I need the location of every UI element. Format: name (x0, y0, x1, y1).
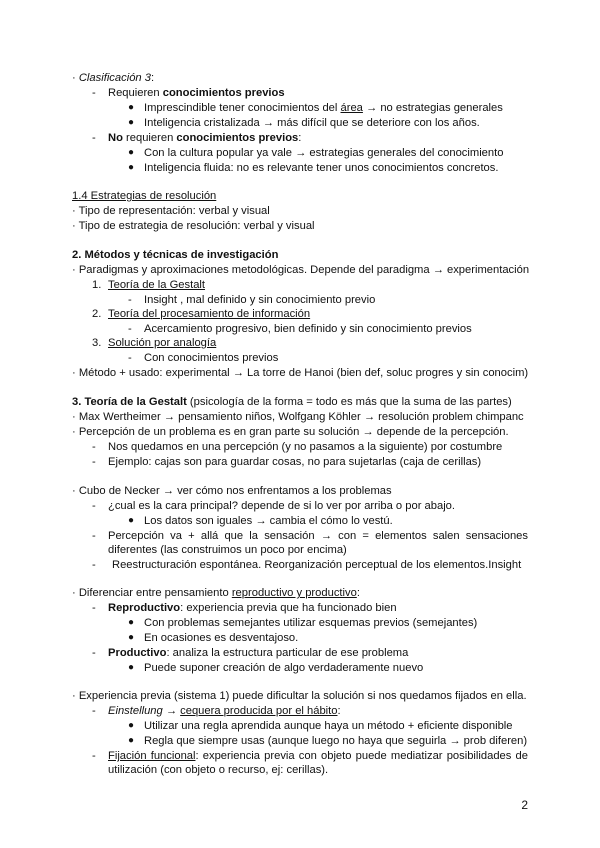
bullet-marker: ● (128, 162, 135, 173)
desventajoso-line: En ocasiones es desventajoso. (144, 632, 299, 644)
bullet-marker: ● (128, 117, 135, 128)
dash-marker: - (92, 559, 96, 571)
teoria-gestalt-item: Teoría de la Gestalt (108, 279, 206, 291)
bullet-marker: ● (128, 735, 135, 746)
list-number: 1. (92, 279, 102, 291)
percepcion-line: · Percepción de un problema es en gran parte su solución → depende de la percepción. (72, 426, 509, 438)
creacion-line: Puede suponer creación de algo verdaderamente nuevo (144, 662, 424, 674)
productivo-line: Productivo: analiza la estructura particular de ese problema (108, 647, 409, 659)
costumbre-line: Nos quedamos en una percepción (y no pasamos a la siguiente) por costumbre (108, 441, 503, 453)
bullet-marker: ● (128, 720, 135, 731)
page-number: 2 (521, 798, 528, 812)
list-number: 2. (92, 308, 102, 320)
cajas-line: Ejemplo: cajas son para guardar cosas, no para sujetarlas (caja de cerillas) (108, 456, 482, 468)
clasificacion-3-title: Clasificación 3 (78, 72, 151, 84)
analogia-item: Solución por analogía (108, 337, 217, 349)
regla-siempre-line: Regla que siempre usas (aunque luego no haya que seguirla → prob diferen) (144, 735, 528, 747)
regla-aprendida-line: Utilizar una regla aprendida aunque haya un método + eficiente disponible (144, 720, 513, 732)
bullet-marker: ● (128, 632, 135, 643)
inteligencia-cristalizada-line: Inteligencia cristalizada → más difícil que se deteriore con los años. (144, 117, 480, 129)
metodo-usado-line: · Método + usado: experimental → La torre de Hanoi (bien def, soluc progres y sin conocim) (72, 367, 529, 379)
section-heading-2: 2. Métodos y técnicas de investigación (72, 249, 279, 261)
requieren-line: Requieren conocimientos previos (108, 87, 285, 99)
cara-principal-line: ¿cual es la cara principal? depende de si lo ver por arriba o por abajo. (108, 500, 456, 512)
paradigmas-line: · Paradigmas y aproximaciones metodológicas. Depende del paradigma → experimentación (72, 264, 530, 276)
percepcion-sensacion-para: Percepción va + allá que la sensación → con = elementos salen sensaciones diferentes (las construimos un poco por encima) (108, 530, 528, 556)
tipo-estrategia-line: · Tipo de estrategia de resolución: verbal y visual (72, 220, 315, 232)
problemas-semejantes-line: Con problemas semejantes utilizar esquemas previos (semejantes) (144, 617, 478, 629)
conocimientos-previos-line: Con conocimientos previos (144, 352, 279, 364)
wertheimer-line: · Max Wertheimer → pensamiento niños, Wolfgang Köhler → resolución problem chimpanc (72, 411, 524, 423)
section-heading-1-4: 1.4 Estrategias de resolución (72, 190, 217, 202)
dash-marker: - (92, 87, 96, 99)
bullet-marker: ● (128, 102, 135, 113)
no-requieren-line: No requieren conocimientos previos: (108, 132, 302, 144)
cubo-necker-line: · Cubo de Necker → ver cómo nos enfrentamos a los problemas (72, 485, 392, 497)
bullet-marker: ● (128, 617, 135, 628)
experiencia-previa-line: · Experiencia previa (sistema 1) puede dificultar la solución si nos quedamos fijados en ella. (72, 690, 527, 702)
dash-marker: - (92, 441, 96, 453)
dash-marker: - (92, 530, 96, 542)
dash-marker: - (92, 500, 96, 512)
dash-marker: - (92, 705, 96, 717)
insight-line: Insight , mal definido y sin conocimiento previo (144, 294, 376, 306)
dash-marker: - (92, 647, 96, 659)
imprescindible-line: Imprescindible tener conocimientos del área → no estrategias generales (144, 102, 503, 114)
fijacion-funcional-para: Fijación funcional: experiencia previa con objeto puede mediatizar posibilidades de utilización (con objeto o recurso, ej: cerillas). (108, 750, 528, 776)
section-heading-3: 3. Teoría de la Gestalt (psicología de la forma = todo es más que la suma de las partes) (72, 396, 512, 408)
inteligencia-fluida-line: Inteligencia fluida: no es relevante tener unos conocimientos concretos. (144, 162, 499, 174)
bullet-marker: ● (128, 147, 135, 158)
acercamiento-line: Acercamiento progresivo, bien definido y sin conocimiento previos (144, 323, 472, 335)
clasificacion-3-line: · Clasificación 3: (72, 72, 155, 84)
reproductivo-line: Reproductivo: experiencia previa que ha funcionado bien (108, 602, 397, 614)
dash-marker: - (92, 132, 96, 144)
bullet-marker: ● (128, 662, 135, 673)
einstellung-line: Einstellung → cequera producida por el hábito: (108, 705, 341, 717)
dash-marker: - (128, 352, 132, 364)
list-number: 3. (92, 337, 102, 349)
tipo-representacion-line: · Tipo de representación: verbal y visual (72, 205, 270, 217)
datos-iguales-line: Los datos son iguales → cambia el cómo lo vestú. (144, 515, 393, 527)
dash-marker: - (92, 750, 96, 762)
dash-marker: - (128, 323, 132, 335)
dash-marker: - (92, 602, 96, 614)
cultura-popular-line: Con la cultura popular ya vale → estrategias generales del conocimiento (144, 147, 504, 159)
dash-marker: - (128, 294, 132, 306)
bullet-marker: ● (128, 515, 135, 526)
dash-marker: - (92, 456, 96, 468)
diferenciar-line: · Diferenciar entre pensamiento reproductivo y productivo: (72, 587, 360, 599)
reestructuracion-line: Reestructuración espontánea. Reorganización perceptual de los elementos.Insight (112, 559, 522, 571)
procesamiento-item: Teoría del procesamiento de información (108, 308, 311, 320)
